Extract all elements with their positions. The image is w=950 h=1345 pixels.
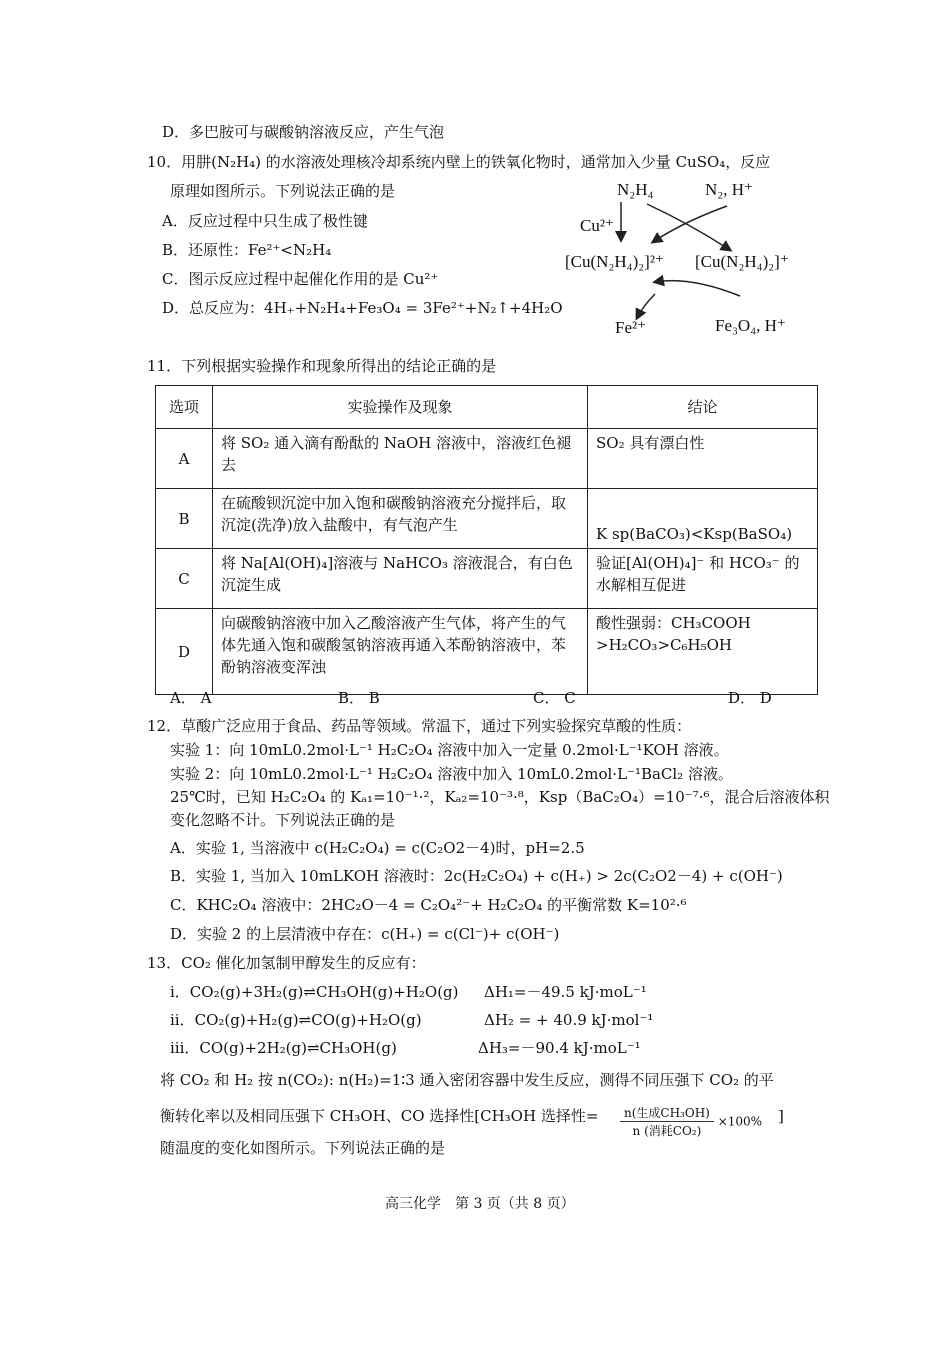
- row-operation: 将 SO₂ 通入滴有酚酞的 NaOH 溶液中，溶液红色褪去: [213, 429, 588, 489]
- q12-exp1: 实验 1：向 10mL0.2mol·L⁻¹ H₂C₂O₄ 溶液中加入一定量 0.2mol·L⁻¹KOH 溶液。: [170, 741, 729, 759]
- q12-constants: 25℃时，已知 H₂C₂O₄ 的 Kₐ₁=10⁻¹·²，Kₐ₂=10⁻³·⁸，Ksp（BaC₂O₄）=10⁻⁷·⁶，混合后溶液体积: [170, 788, 830, 806]
- q12-option-a: A．实验 1, 当溶液中 c(H₂C₂O₄) = c(C₂O2－4)时，pH=2.5: [170, 839, 585, 857]
- q13-reaction-3: iii．CO(g)+2H₂(g)⇌CH₃OH(g): [170, 1039, 397, 1057]
- q12-option-c: C．KHC₂O₄ 溶液中：2HC₂O－4 = C₂O₄²⁻+ H₂C₂O₄ 的平衡常数 K=10²·⁶: [170, 896, 687, 914]
- q11-choice-c: C． C: [533, 689, 576, 707]
- reaction-diagram: [555, 172, 815, 342]
- fraction-multiplier: ×100%: [717, 1114, 763, 1129]
- fe3o4-label: Fe₃O₄, H⁺: [715, 316, 786, 335]
- q13-bracket-close: ]: [778, 1107, 784, 1125]
- header-option: 选项: [156, 386, 213, 429]
- q13-enthalpy-3: ΔH₃=－90.4 kJ·moL⁻¹: [478, 1039, 641, 1057]
- q13-stem: 13．CO₂ 催化加氢制甲醇发生的反应有：: [147, 954, 426, 972]
- header-operation: 实验操作及现象: [213, 386, 588, 429]
- q12-stem: 12．草酸广泛应用于食品、药品等领域。常温下，通过下列实验探究草酸的性质：: [147, 717, 692, 735]
- q9-option-d: D．多巴胺可与碳酸钠溶液反应，产生气泡: [162, 123, 445, 141]
- row-conclusion: SO₂ 具有漂白性: [588, 429, 818, 489]
- q12-exp2: 实验 2：向 10mL0.2mol·L⁻¹ H₂C₂O₄ 溶液中加入 10mL0.2mol·L⁻¹BaCl₂ 溶液。: [170, 765, 733, 783]
- row-conclusion: K sp(BaCO₃)<Ksp(BaSO₄): [588, 489, 818, 549]
- row-operation: 在硫酸钡沉淀中加入饱和碳酸钠溶液充分搅拌后，取沉淀(洗净)放入盐酸中，有气泡产生: [213, 489, 588, 549]
- row-option: A: [156, 429, 213, 489]
- row-operation: 将 Na[Al(OH)₄]溶液与 NaHCO₃ 溶液混合，有白色沉淀生成: [213, 549, 588, 609]
- row-option: D: [156, 609, 213, 695]
- q10-option-a: A．反应过程中只生成了极性键: [162, 212, 368, 230]
- table-header-row: [156, 386, 818, 429]
- header-conclusion: 结论: [588, 386, 818, 429]
- q10-option-b: B．还原性：Fe²⁺<N₂H₄: [162, 241, 332, 259]
- q10-stem-2: 原理如图所示。下列说法正确的是: [170, 182, 396, 200]
- q13-reaction-2: ii．CO₂(g)+H₂(g)⇌CO(g)+H₂O(g): [170, 1011, 422, 1029]
- fe2-label: Fe²⁺: [615, 318, 647, 337]
- q10-option-d: D．总反应为：4H₊+N₂H₄+Fe₃O₄ = 3Fe²⁺+N₂↑+4H₂O: [162, 299, 563, 317]
- row-conclusion: 验证[Al(OH)₄]⁻ 和 HCO₃⁻ 的水解相互促进: [588, 549, 818, 609]
- page-footer: 高三化学 第 3 页（共 8 页）: [385, 1196, 575, 1212]
- q13-enthalpy-1: ΔH₁=－49.5 kJ·moL⁻¹: [484, 983, 647, 1001]
- q13-reaction-1: i．CO₂(g)+3H₂(g)⇌CH₃OH(g)+H₂O(g): [170, 983, 459, 1001]
- row-conclusion: 酸性强弱：CH₃COOH >H₂CO₃>C₆H₅OH: [588, 609, 818, 695]
- row-option: B: [156, 489, 213, 549]
- q11-choice-b: B． B: [338, 689, 380, 707]
- complex-2-label: [Cu(N₂H₄)₂]⁺: [695, 252, 789, 271]
- q10-stem: 10．用肼(N₂H₄) 的水溶液处理核冷却系统内壁上的铁氧化物时，通常加入少量 CuSO₄，反应: [147, 153, 771, 171]
- selectivity-fraction: [620, 1104, 762, 1139]
- q11-choice-d: D． D: [728, 689, 772, 707]
- table-row: [156, 549, 818, 609]
- q13-enthalpy-2: ΔH₂ = + 40.9 kJ·mol⁻¹: [484, 1011, 654, 1029]
- n2-h-label: N₂, H⁺: [705, 180, 753, 199]
- table-row: [156, 609, 818, 695]
- q11-choice-a: A． A: [170, 689, 212, 707]
- q13-para-2: 衡转化率以及相同压强下 CH₃OH、CO 选择性[CH₃OH 选择性=: [160, 1107, 599, 1125]
- row-option: C: [156, 549, 213, 609]
- q12-option-b: B．实验 1, 当加入 10mLKOH 溶液时：2c(H₂C₂O₄) + c(H₊) > 2c(C₂O2－4) + c(OH⁻): [170, 867, 783, 885]
- fraction-numerator: n(生成CH₃OH): [620, 1104, 714, 1122]
- q11-stem: 11．下列根据实验操作和现象所得出的结论正确的是: [147, 357, 497, 375]
- table-row: [156, 489, 818, 549]
- fraction-denominator: n (消耗CO₂): [632, 1124, 702, 1138]
- q12-note: 变化忽略不计。下列说法正确的是: [170, 811, 396, 829]
- q12-option-d: D．实验 2 的上层清液中存在：c(H₊) = c(Cl⁻)+ c(OH⁻): [170, 925, 560, 943]
- q11-table: [155, 385, 818, 695]
- cu-label: Cu²⁺: [580, 216, 614, 235]
- table-row: [156, 429, 818, 489]
- complex-1-label: [Cu(N₂H₄)₂]²⁺: [565, 252, 664, 271]
- q13-para-1: 将 CO₂ 和 H₂ 按 n(CO₂): n(H₂)=1∶3 通入密闭容器中发生反应，测得不同压强下 CO₂ 的平: [160, 1071, 774, 1089]
- n2h4-label: N₂H₄: [617, 180, 654, 199]
- q13-para-3: 随温度的变化如图所示。下列说法正确的是: [160, 1139, 446, 1157]
- q10-option-c: C．图示反应过程中起催化作用的是 Cu²⁺: [162, 270, 439, 288]
- row-operation: 向碳酸钠溶液中加入乙酸溶液产生气体，将产生的气体先通入饱和碳酸氢钠溶液再通入苯酚钠溶液中，苯酚钠溶液变浑浊: [213, 609, 588, 695]
